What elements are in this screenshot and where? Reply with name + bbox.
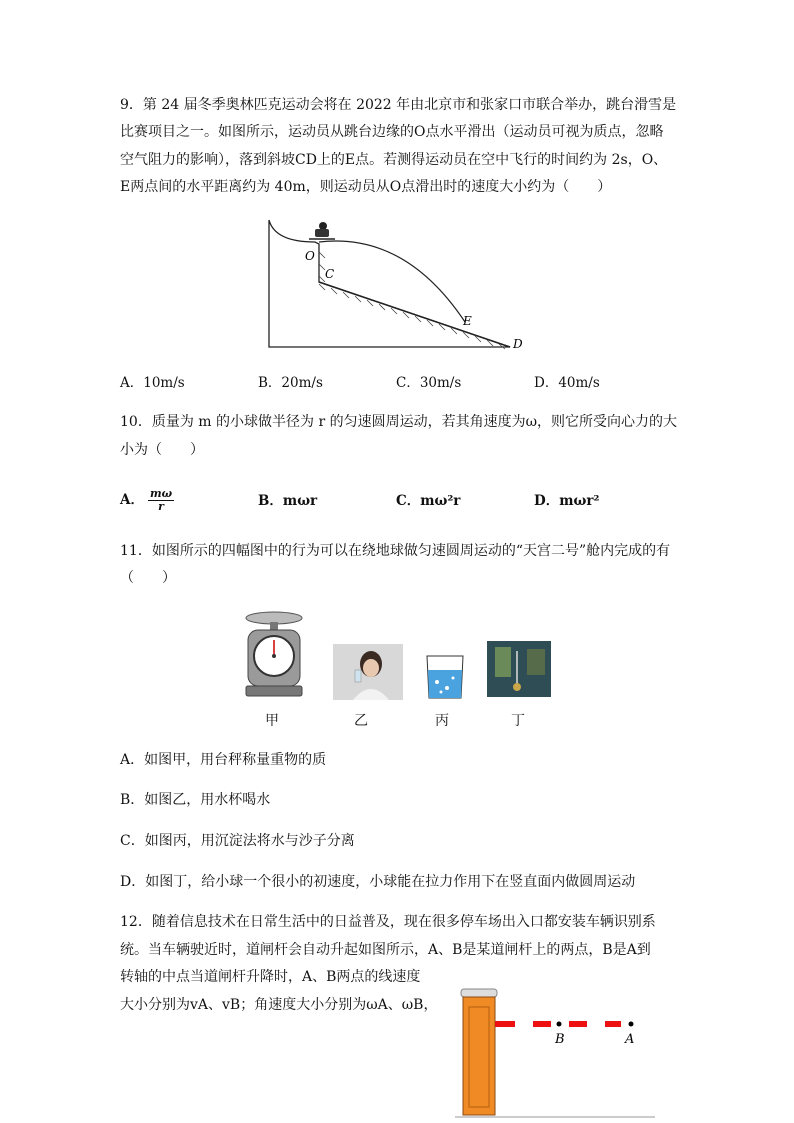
astronaut-ball-image xyxy=(487,641,551,697)
label-B: B xyxy=(555,1032,565,1047)
barrier-gate-figure xyxy=(455,985,655,1119)
fraction-denominator: r xyxy=(158,500,164,513)
label-O: O xyxy=(305,249,315,263)
label-C: C xyxy=(325,267,335,281)
caption-ding: 丁 xyxy=(511,713,525,729)
q9-line-1: 9．第 24 届冬季奥林匹克运动会将在 2022 年由北京市和张家口市联合举办，跳台滑雪是 xyxy=(120,97,677,113)
q10-option-a-label: A． xyxy=(120,492,144,508)
label-A: A xyxy=(625,1032,635,1047)
q12-line-1: 12．随着信息技术在日常生活中的日益普及，现在很多停车场出入口都安装车辆识别系 xyxy=(120,914,656,930)
q11-option-b: B．如图乙，用水杯喝水 xyxy=(120,792,271,808)
water-cup-image xyxy=(423,652,467,700)
label-E: E xyxy=(463,314,472,328)
q10-option-a-fraction xyxy=(148,488,174,513)
q10-option-c: C．mω²r xyxy=(396,493,461,509)
label-D: D xyxy=(513,337,523,351)
q9-option-c: C．30m/s xyxy=(396,375,462,391)
fraction-numerator: mω xyxy=(149,487,173,500)
q9-line-2: 比赛项目之一。如图所示，运动员从跳台边缘的O点水平滑出（运动员可视为质点，忽略 xyxy=(120,124,664,140)
q12-line-4: 大小分别为vA、vB；角速度大小分别为ωA、ωB， xyxy=(120,997,438,1013)
q10-line-1: 10．质量为 m 的小球做半径为 r 的匀速圆周运动，若其角速度为ω，则它所受向心力的大 xyxy=(120,414,677,430)
skier-icon xyxy=(309,222,335,239)
q9-option-b: B．20m/s xyxy=(258,375,323,391)
woman-drinking-image xyxy=(333,644,403,700)
q9-line-3: 空气阻力的影响），落到斜坡CD上的E点。若测得运动员在空中飞行的时间约为 2s，O、 xyxy=(120,152,668,168)
q10-option-b: B．mωr xyxy=(258,493,318,509)
trajectory xyxy=(319,241,465,322)
q11-option-c: C．如图丙，用沉淀法将水与沙子分离 xyxy=(120,833,355,849)
q9-line-4: E两点间的水平距离约为 40m，则运动员从O点滑出时的速度大小约为（ ） xyxy=(120,179,612,195)
q12-line-2: 统。当车辆驶近时，道闸杆会自动升起如图所示，A、B是某道闸杆上的两点，B是A到 xyxy=(120,942,651,958)
slope-hatching xyxy=(319,252,505,349)
q10-line-2: 小为（ ） xyxy=(120,442,204,458)
q9-option-d: D．40m/s xyxy=(534,375,600,391)
q11-line-1: 11．如图所示的四幅图中的行为可以在绕地球做匀速圆周运动的“天宫二号”舱内完成的有 xyxy=(120,543,671,559)
q11-option-a: A．如图甲，用台秤称量重物的质 xyxy=(120,752,327,768)
q10-option-d: D．mωr² xyxy=(534,493,600,509)
ski-jump-figure xyxy=(255,212,535,362)
q11-line-2: （ ） xyxy=(120,570,176,586)
q9-option-a: A．10m/s xyxy=(120,375,185,391)
caption-yi: 乙 xyxy=(354,713,368,729)
q11-option-d: D．如图丁，给小球一个很小的初速度，小球能在拉力作用下在竖直面内做圆周运动 xyxy=(120,874,636,890)
q10-option-a xyxy=(120,488,174,513)
slope-outline xyxy=(269,220,510,347)
caption-bing: 丙 xyxy=(435,713,449,729)
q12-line-3: 转轴的中点当道闸杆升降时，A、B两点的线速度 xyxy=(120,969,421,985)
caption-jia: 甲 xyxy=(265,713,279,729)
scale-image xyxy=(242,610,306,698)
